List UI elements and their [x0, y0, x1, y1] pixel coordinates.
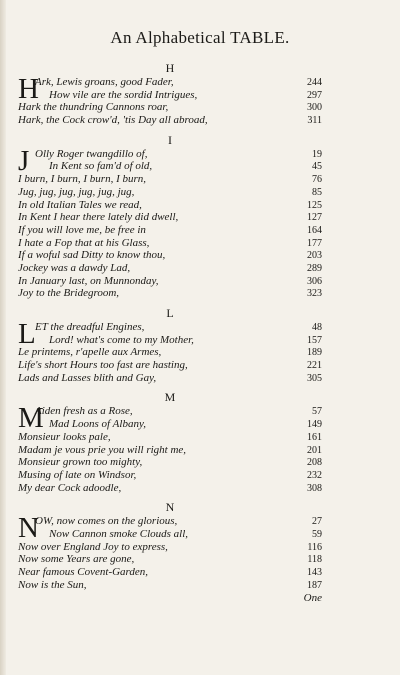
entry-page: 208: [307, 457, 322, 469]
entry-title: I hate a Fop that at his Glass,: [18, 236, 150, 249]
drop-cap-initial: H: [18, 73, 39, 105]
entry-page: 306: [307, 275, 322, 287]
entry-title: Olly Roger twangdillo of,: [35, 147, 148, 160]
entry-page: 85: [312, 186, 322, 198]
index-entry: [35, 76, 322, 89]
entry-page: 164: [307, 224, 322, 236]
entry-page: 149: [307, 419, 322, 431]
entry-page: 203: [307, 250, 322, 262]
entry-page: 187: [307, 579, 322, 591]
catchword: One: [303, 592, 322, 605]
entry-title: Hark the thundring Cannons roar,: [18, 101, 169, 114]
entry-page: 308: [307, 482, 322, 494]
index-entry: [18, 237, 322, 250]
section-block-n: [18, 512, 322, 591]
entry-page: 305: [307, 372, 322, 384]
entry-title: Mad Loons of Albany,: [49, 418, 146, 431]
entry-page: 232: [307, 469, 322, 481]
index-entry: [35, 321, 322, 334]
section-block-m: [18, 402, 322, 494]
index-entry: [18, 541, 322, 554]
section-letter-n: N: [165, 500, 175, 515]
entry-page: 323: [307, 288, 322, 300]
index-entry: [18, 346, 322, 359]
entry-title: Aiden fresh as a Rose,: [35, 405, 133, 418]
entry-title: Now over England Joy to express,: [18, 540, 168, 553]
index-entry: [18, 456, 322, 469]
entry-title: Lord! what's come to my Mother,: [49, 333, 194, 346]
entry-page: 125: [307, 199, 322, 211]
entry-page: 57: [312, 406, 322, 418]
section-letter-h: H: [165, 61, 175, 75]
entry-page: 201: [307, 444, 322, 456]
entry-title: Musing of late on Windsor,: [18, 468, 137, 481]
entry-page: 300: [307, 102, 322, 114]
entry-title: Life's short Hours too fast are hasting,: [18, 359, 188, 372]
entry-title: Joy to the Bridegroom,: [18, 287, 120, 300]
entry-title: Now some Years are gone,: [18, 553, 135, 566]
entry-page: 19: [312, 148, 322, 160]
entry-title: Lads and Lasses blith and Gay,: [18, 371, 157, 384]
entry-title: Hark, the Cock crow'd, 'tis Day all abroad,: [18, 114, 208, 127]
index-entry: [18, 579, 322, 592]
entry-page: 118: [307, 554, 322, 566]
entry-title: If you will love me, be free in: [18, 223, 146, 236]
section-letter-m: M: [164, 390, 176, 405]
index-entry: [18, 553, 322, 566]
entry-title: My dear Cock adoodle,: [18, 481, 122, 494]
entry-title: How vile are the sordid Intrigues,: [49, 88, 198, 101]
page-title: An Alphabetical TABLE.: [110, 28, 290, 47]
drop-cap-initial: N: [18, 512, 39, 545]
index-entry: [18, 199, 322, 212]
index-table: [18, 60, 322, 605]
index-entry: [18, 101, 322, 114]
entry-title: If a woful sad Ditty to know thou,: [18, 249, 166, 262]
index-entry: [35, 89, 322, 102]
index-entry: [35, 528, 322, 541]
entry-title: I burn, I burn, I burn, I burn,: [18, 173, 147, 186]
entry-title: In Kent I hear there lately did dwell,: [18, 211, 179, 224]
entry-title: ET the dreadful Engines,: [35, 321, 145, 333]
index-entry: [35, 148, 322, 161]
index-entry: [18, 262, 322, 275]
entry-page: 289: [307, 262, 322, 274]
index-entry: [18, 211, 322, 224]
drop-cap-initial: J: [18, 144, 30, 177]
entry-page: 161: [307, 431, 322, 443]
index-entry: [18, 287, 322, 300]
entry-title: In Kent so fam'd of old,: [49, 160, 153, 173]
section-block-i: [18, 144, 322, 300]
index-entry: [18, 482, 322, 495]
entry-title: Le printems, r'apelle aux Armes,: [18, 346, 162, 359]
entry-title: Ark, Lewis groans, good Fader,: [35, 76, 174, 88]
entry-page: 244: [307, 77, 322, 88]
index-entry: [35, 405, 322, 418]
index-entry: [18, 186, 322, 199]
entry-title: Near famous Covent-Garden,: [18, 566, 149, 578]
section-block-h: [18, 73, 322, 127]
index-entry: [18, 275, 322, 288]
entry-title: Jug, jug, jug, jug, jug, jug,: [18, 185, 135, 198]
entry-title: Jockey was a dawdy Lad,: [18, 261, 131, 274]
entry-page: 45: [312, 161, 322, 173]
entry-page: 143: [307, 567, 322, 578]
drop-cap-initial: M: [18, 402, 44, 435]
section-letter-l: L: [166, 306, 174, 320]
index-entry: [35, 160, 322, 173]
index-entry: [18, 224, 322, 237]
entry-page: 116: [307, 541, 322, 553]
entry-page: 27: [312, 516, 322, 528]
entry-title: In old Italian Tales we read,: [18, 198, 142, 211]
index-entry: [35, 515, 322, 528]
entry-title: In January last, on Munnonday,: [18, 274, 159, 287]
section-block-l: [18, 318, 322, 384]
index-entry: [18, 372, 322, 385]
index-entry: [35, 334, 322, 347]
entry-page: 48: [312, 322, 322, 333]
index-entry: [18, 444, 322, 457]
entry-page: 311: [307, 115, 322, 127]
entry-page: 59: [312, 528, 322, 540]
entry-page: 177: [307, 237, 322, 249]
entry-title: Madam je vous prie you will right me,: [18, 443, 187, 456]
entry-title: OW, now comes on the glorious,: [35, 515, 178, 528]
index-entry: [18, 359, 322, 372]
drop-cap-initial: L: [18, 318, 36, 350]
entry-page: 157: [307, 334, 322, 346]
index-entry: [18, 469, 322, 482]
entry-title: Now is the Sun,: [18, 578, 87, 591]
index-entry: [18, 249, 322, 262]
index-entry: [18, 173, 322, 186]
index-entry: [35, 418, 322, 431]
index-entry: [18, 431, 322, 444]
entry-title: Monsieur grown too mighty,: [18, 456, 143, 469]
entry-page: 76: [312, 174, 322, 186]
index-entry: [18, 566, 322, 579]
page-spine-shadow: [0, 0, 6, 675]
section-letter-i: I: [168, 132, 172, 147]
index-entry: [18, 114, 322, 127]
entry-page: 297: [307, 89, 322, 101]
entry-page: 127: [307, 212, 322, 224]
entry-title: Monsieur looks pale,: [18, 430, 111, 443]
entry-page: 221: [307, 360, 322, 372]
entry-title: Now Cannon smoke Clouds all,: [49, 527, 189, 540]
entry-page: 189: [307, 347, 322, 359]
